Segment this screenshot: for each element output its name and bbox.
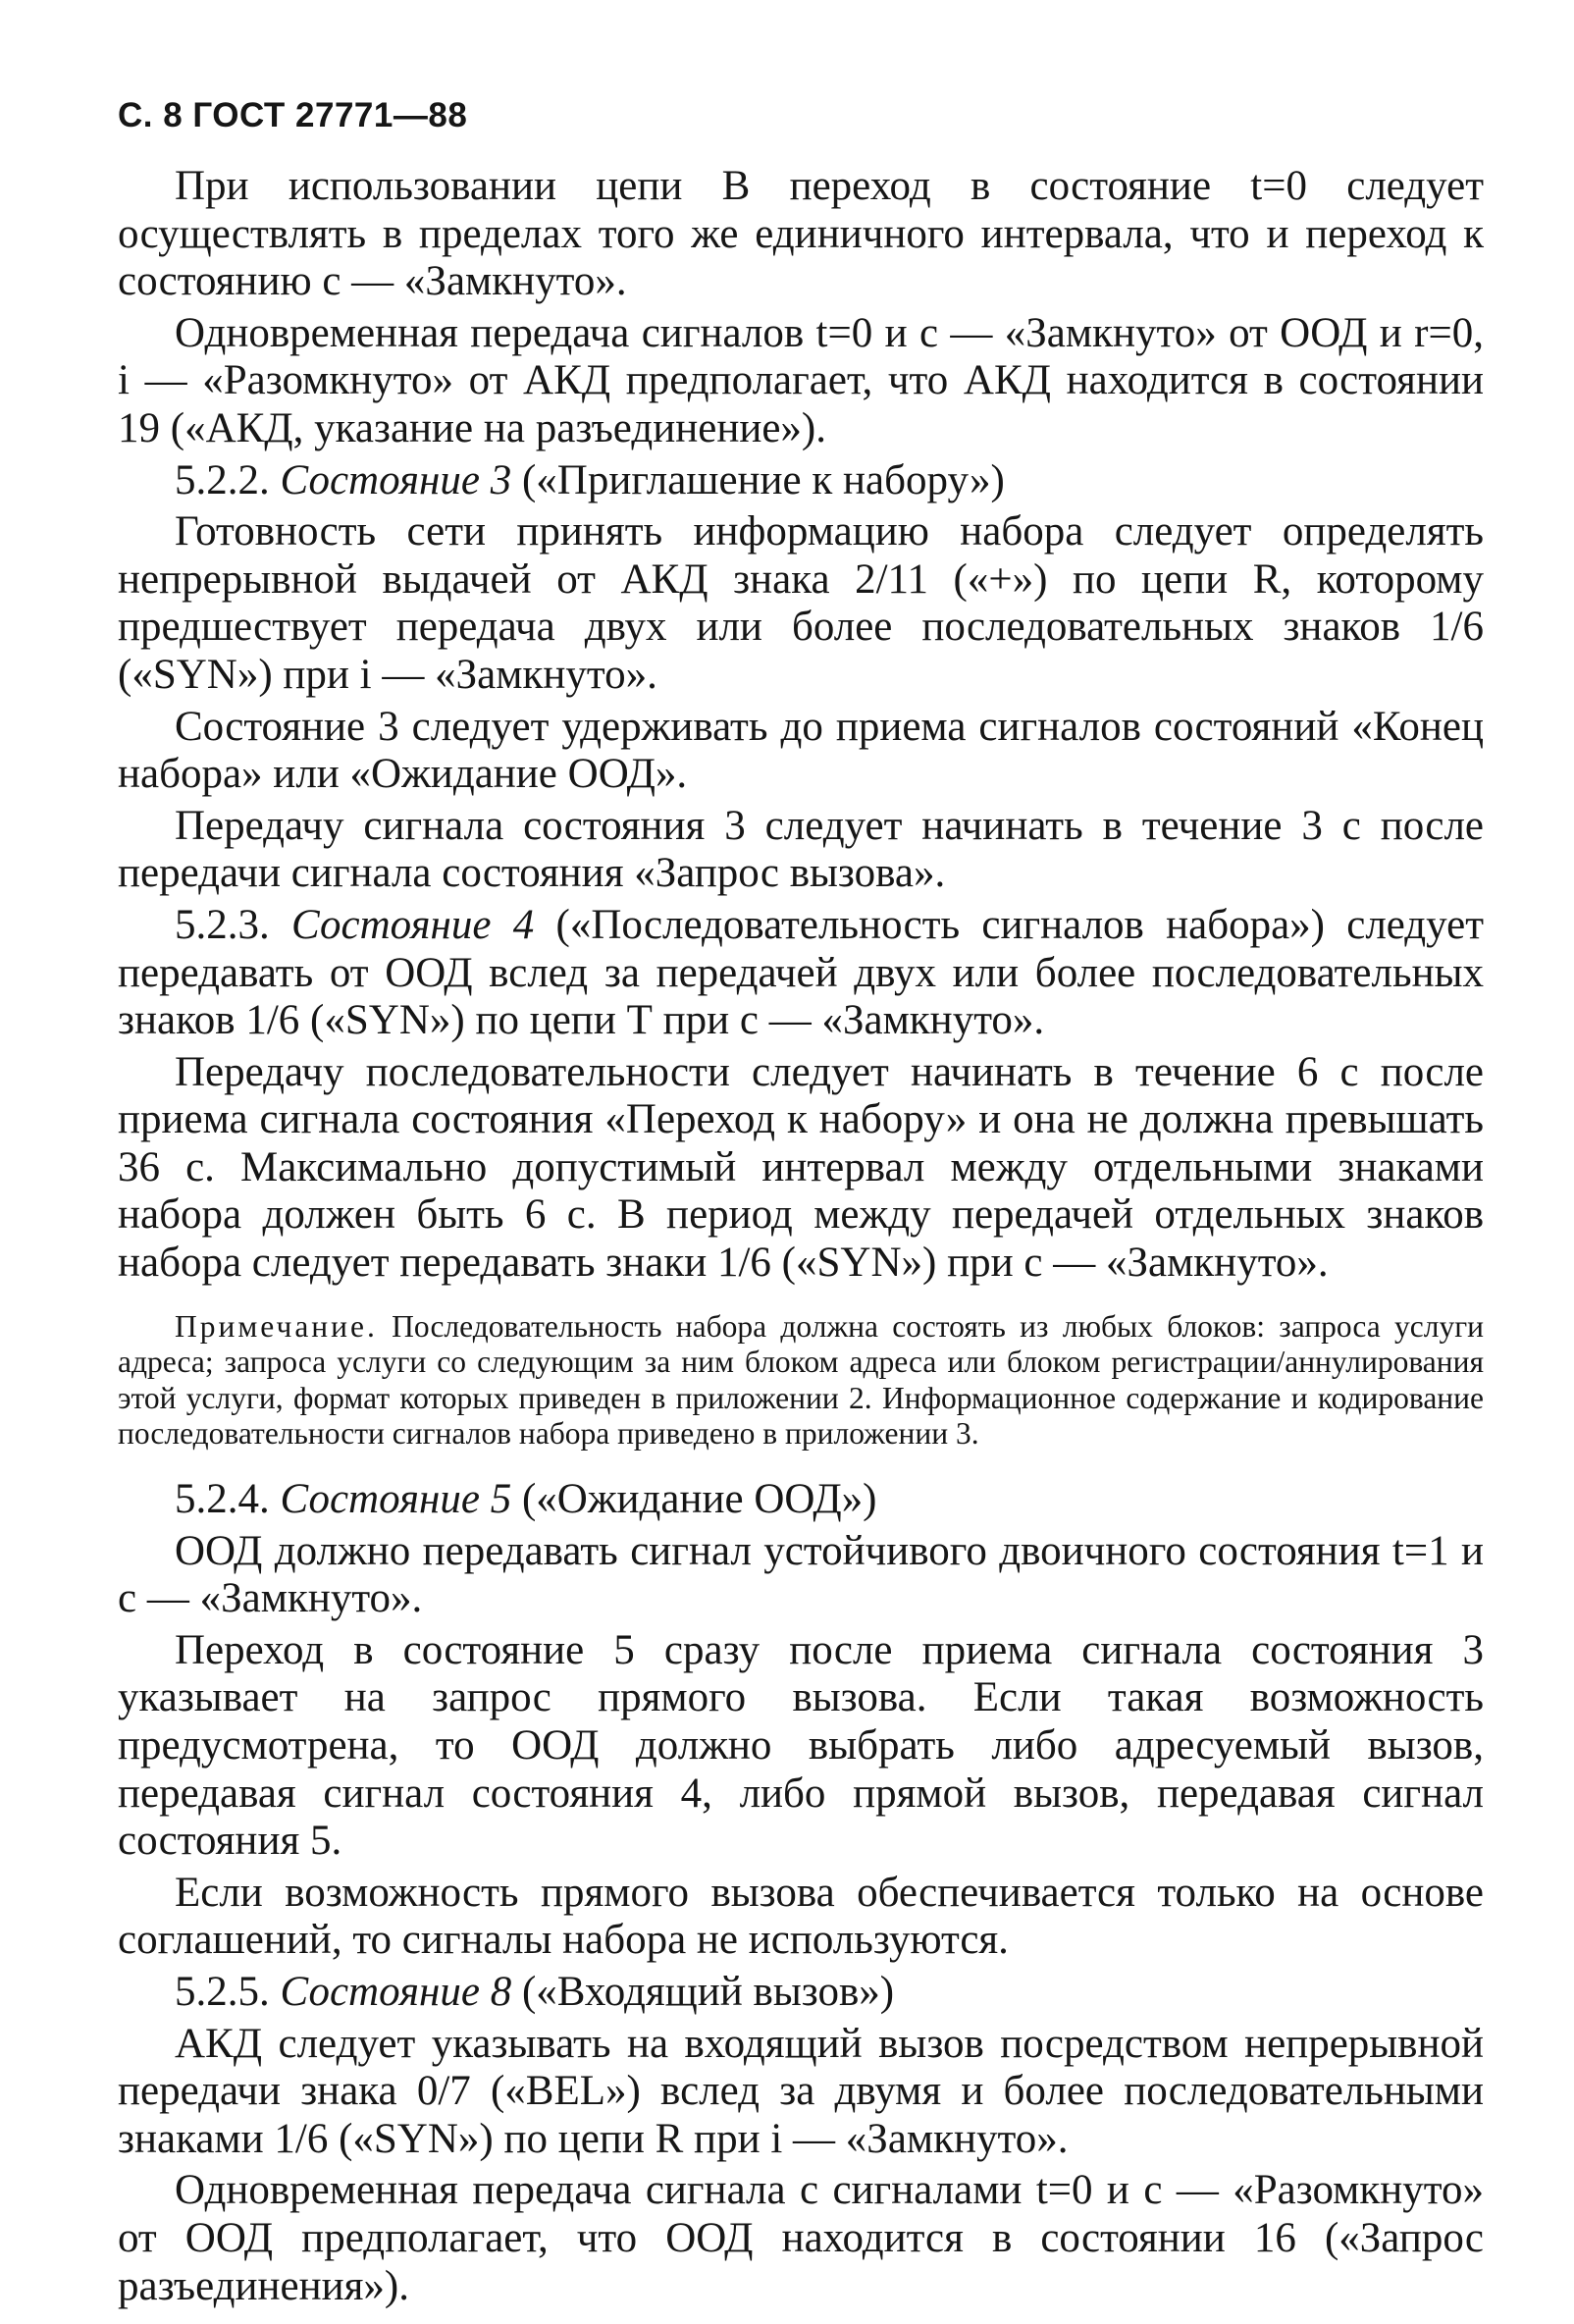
section-number: 5.2.3. [175,901,270,948]
paragraph-sequence-timing: Передачу последовательности следует начинать в течение 6 с после приема сигнала состояния «Переход к набору» и она не должна превышать 36 с. Максимально допустимый интервал между отдельными знаками набора должен быть 6 с. В период между передачей отдельных знаков набора следует передавать знаки 1/6 («SYN») при c — «Замкнуто». [118,1048,1484,1287]
paragraph-circuit-b-transition: При использовании цепи В переход в состояние t=0 следует осуществлять в пределах того же единичного интервала, что и переход к состоянию c — «Замкнуто». [118,163,1484,305]
section-title: Состояние 5 [280,1476,512,1523]
paragraph-dte-steady-signal: ООД должно передавать сигнал устойчивого двоичного состояния t=1 и c — «Замкнуто». [118,1527,1484,1622]
section-number: 5.2.5. [175,1968,270,2015]
section-title: Состояние 4 [291,901,535,948]
section-title: Состояние 8 [280,1968,512,2015]
paragraph-state-3-timing: Передачу сигнала состояния 3 следует начинать в течение 3 с после передачи сигнала состояния «Запрос вызова». [118,802,1484,897]
section-subtitle: («Приглашение к набору») [521,456,1005,503]
section-5-2-4-heading [118,1476,1484,1524]
paragraph-simultaneous-signals: Одновременная передача сигналов t=0 и c — «Замкнуто» от ООД и r=0, i — «Разомкнуто» от АКД предполагает, что АКД находится в состоянии 19 («АКД, указание на разъединение»). [118,309,1484,451]
page-header: С. 8 ГОСТ 27771—88 [118,96,468,134]
paragraph-direct-call: Переход в состояние 5 сразу после приема сигнала состояния 3 указывает на запрос прямого вызова. Если такая возможность предусмотрена, то ООД должно выбрать либо адресуемый вызов, передавая сигнал состояния 4, либо прямой вызов, передавая сигнал состояния 5. [118,1626,1484,1865]
section-subtitle: («Ожидание ООД») [521,1476,877,1523]
document-body [118,163,1484,2314]
note-block [118,1309,1484,1452]
paragraph-direct-call-agreement: Если возможность прямого вызова обеспечивается только на основе соглашений, то сигналы набора не используются. [118,1869,1484,1964]
section-5-2-3-paragraph [118,902,1484,1045]
note-text: Последовательность набора должна состоять из любых блоков: запроса услуги адреса; запроса услуги со следующим за ним блоком адреса или блоком регистрации/аннулирования этой услуги, формат которых приведен в приложении 2. Информационное содержание и кодирование последовательности сигналов набора приведено в приложении 3. [118,1308,1485,1452]
section-subtitle: («Входящий вызов») [521,1968,895,2015]
note-label: Примечание. [175,1308,378,1344]
paragraph-disconnect-request: Одновременная передача сигнала с сигналами t=0 и c — «Разомкнуто» от ООД предполагает, что ООД находится в состоянии 16 («Запрос разъединения»). [118,2167,1484,2309]
paragraph-network-readiness: Готовность сети принять информацию набора следует определять непрерывной выдачей от АКД знака 2/11 («+») по цепи R, которому предшествует передача двух или более последовательных знаков 1/6 («SYN») при i — «Замкнуто». [118,508,1484,698]
section-text: («Последовательность сигналов набора») следует передавать от ООД вслед за передачей двух или более последовательных знаков 1/6 («SYN») по цепи Т при c — «Замкнуто». [118,901,1484,1044]
section-5-2-5-heading [118,1969,1484,2017]
paragraph-state-3-hold: Состояние 3 следует удерживать до приема сигналов состояний «Конец набора» или «Ожидание ООД». [118,703,1484,798]
paragraph-incoming-call: АКД следует указывать на входящий вызов посредством непрерывной передачи знака 0/7 («BEL») вслед за двумя и более последовательными знаками 1/6 («SYN») по цепи R при i — «Замкнуто». [118,2020,1484,2162]
section-5-2-2-heading [118,457,1484,505]
section-number: 5.2.2. [175,456,270,503]
section-number: 5.2.4. [175,1476,270,1523]
section-title: Состояние 3 [280,456,512,503]
